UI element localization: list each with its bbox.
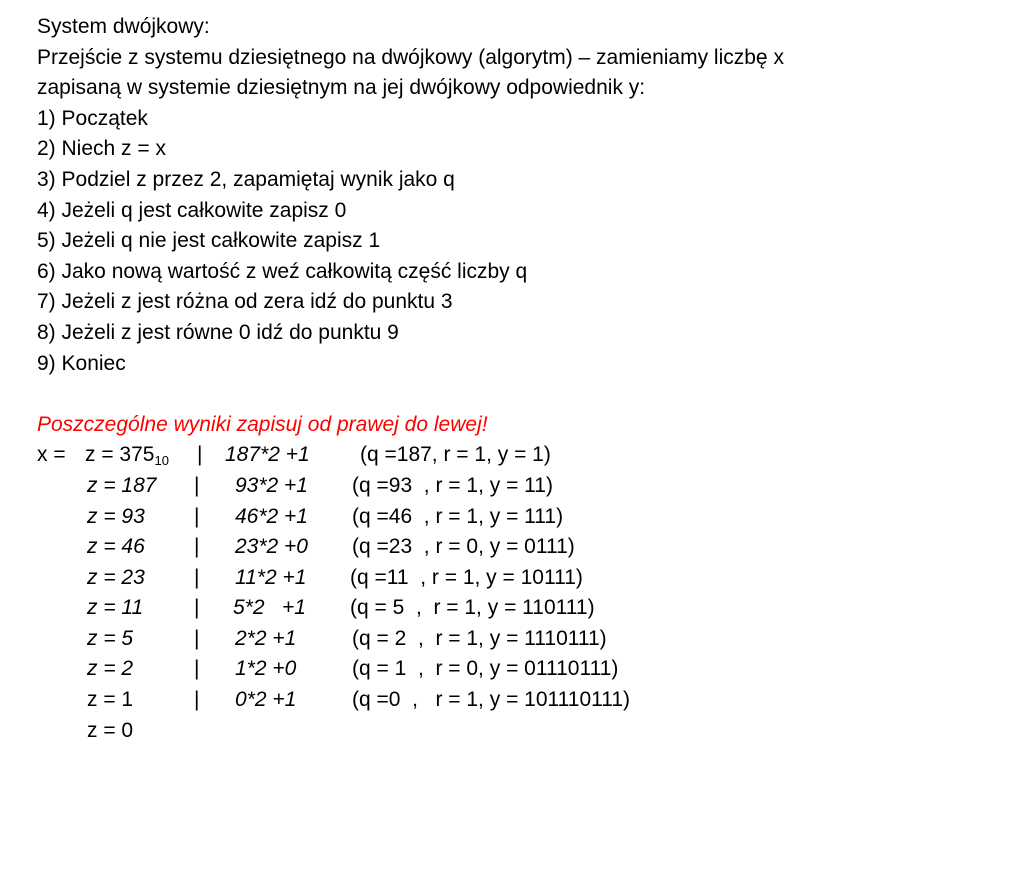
- algorithm-step: 5) Jeżeli q nie jest całkowite zapisz 1: [37, 229, 381, 253]
- z-value: z = 93: [87, 504, 145, 528]
- z-value: z = 2: [87, 657, 134, 681]
- operation: 187*2 +1: [225, 443, 310, 467]
- z-value: z = 46: [87, 535, 145, 559]
- example-table: [37, 440, 1007, 746]
- separator: |: [194, 535, 200, 559]
- algorithm-step: 1) Początek: [37, 106, 148, 130]
- operation: 5*2 +1: [233, 596, 306, 620]
- separator: |: [197, 443, 203, 467]
- operation: 0*2 +1: [235, 688, 297, 712]
- result: (q =23 , r = 0, y = 0111): [352, 535, 575, 559]
- intro-line-2: zapisaną w systemie dziesiętnym na jej dwójkowy odpowiednik y:: [37, 76, 646, 100]
- separator: |: [194, 565, 200, 589]
- example-row: [37, 471, 1007, 502]
- operation: 2*2 +1: [235, 626, 297, 650]
- z-value: z = 1: [87, 688, 134, 712]
- slide-content: [37, 12, 1007, 746]
- separator: |: [194, 596, 200, 620]
- slide-heading: System dwójkowy:: [37, 15, 210, 38]
- z-value: z = 11: [87, 596, 144, 620]
- spacer: [37, 379, 1007, 410]
- separator: |: [194, 504, 200, 528]
- algorithm-steps: [37, 104, 1007, 379]
- example-x-label: x =: [37, 443, 66, 467]
- operation: 93*2 +1: [235, 473, 308, 497]
- example-row: [37, 624, 1007, 655]
- algorithm-step: 2) Niech z = x: [37, 137, 166, 161]
- separator: |: [194, 473, 200, 497]
- operation: 11*2 +1: [235, 565, 307, 589]
- algorithm-step: 6) Jako nową wartość z weź całkowitą część liczby q: [37, 259, 528, 283]
- operation: 1*2 +0: [235, 657, 297, 681]
- result: (q = 2 , r = 1, y = 1110111): [352, 626, 607, 650]
- result: (q = 1 , r = 0, y = 01110111): [352, 657, 619, 681]
- algorithm-step: 4) Jeżeli q jest całkowite zapisz 0: [37, 198, 347, 222]
- algorithm-step: 3) Podziel z przez 2, zapamiętaj wynik jako q: [37, 167, 455, 191]
- result: (q =0 , r = 1, y = 101110111): [352, 688, 631, 712]
- example-row: [37, 593, 1007, 624]
- result: (q =93 , r = 1, y = 11): [352, 473, 553, 497]
- example-row-last: [37, 716, 1007, 747]
- example-row: [37, 654, 1007, 685]
- example-row-first: [37, 440, 1007, 471]
- separator: |: [194, 688, 200, 712]
- result: (q = 5 , r = 1, y = 110111): [350, 596, 595, 620]
- note-right-to-left: Poszczególne wyniki zapisuj od prawej do lewej!: [37, 412, 488, 436]
- z-value: z = 187: [87, 473, 157, 497]
- intro-line-1: Przejście z systemu dziesiętnego na dwójkowy (algorytm) – zamieniamy liczbę x: [37, 45, 784, 69]
- z-value: z = 5: [87, 626, 134, 650]
- z-value: z = 23: [87, 565, 145, 589]
- algorithm-step: 9) Koniec: [37, 351, 126, 375]
- result: (q =11 , r = 1, y = 10111): [350, 565, 583, 589]
- example-z-initial: $z = 375_{10}$: [85, 443, 169, 469]
- separator: |: [194, 657, 200, 681]
- example-row: [37, 685, 1007, 716]
- algorithm-step: 8) Jeżeli z jest równe 0 idź do punktu 9: [37, 320, 399, 344]
- example-row: [37, 532, 1007, 563]
- algorithm-step: 7) Jeżeli z jest różna od zera idź do punktu 3: [37, 290, 453, 314]
- operation: 46*2 +1: [235, 504, 308, 528]
- base-subscript: 10: [154, 453, 169, 469]
- result: (q =187, r = 1, y = 1): [360, 443, 551, 467]
- separator: |: [194, 626, 200, 650]
- result: (q =46 , r = 1, y = 111): [352, 504, 564, 528]
- example-row: [37, 502, 1007, 533]
- z-value-final: z = 0: [87, 718, 134, 742]
- operation: 23*2 +0: [235, 535, 308, 559]
- example-row: [37, 563, 1007, 594]
